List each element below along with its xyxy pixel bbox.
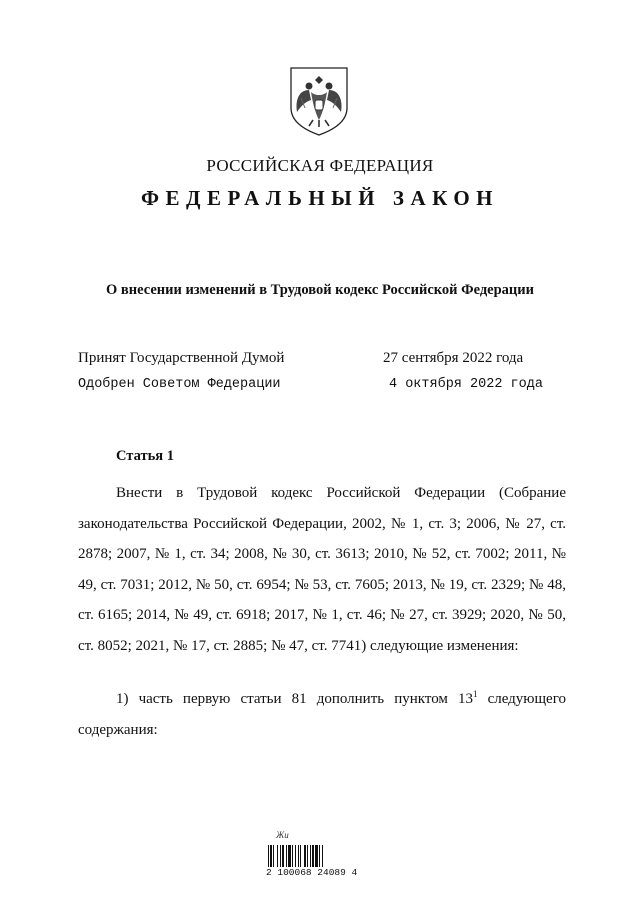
- signature-mark: Жи: [276, 830, 289, 840]
- law-type-title: ФЕДЕРАЛЬНЫЙ ЗАКОН: [141, 186, 499, 210]
- council-label: Одобрен Советом Федерации: [78, 377, 281, 392]
- country-name: РОССИЙСКАЯ ФЕДЕРАЦИЯ: [206, 156, 434, 175]
- article-heading: Статья 1: [116, 448, 174, 464]
- item-superscript: 1: [472, 689, 478, 699]
- article-item-1: [78, 684, 566, 745]
- document-barcode-block: [262, 828, 358, 878]
- article-paragraph: Внести в Трудовой кодекс Российской Федерации (Собрание законодательства Российской Федерации, 2002, № 1, ст. 3; 2006, № 27, ст. 2878; 2007, № 1, ст. 34; 2008, № 30, ст. 3613; 2010, № 52, ст. 7002; 2011, № 49, ст. 7031; 2012, № 50, ст. 6954; № 53, ст. 7605; 2013, № 19, ст. 2329; № 48, ст. 6165; 2014, № 49, ст. 6918; 2017, № 1, ст. 46; № 27, ст. 3929; 2020, № 50, ст. 8052; 2021, № 17, ст. 2885; № 47, ст. 7741) следующие изменения:: [78, 485, 566, 654]
- item-text-end: следующего содержания:: [78, 691, 566, 738]
- law-subject: О внесении изменений в Трудовой кодекс Российской Федерации: [106, 282, 534, 298]
- duma-date: 27 сентября 2022 года: [383, 350, 524, 366]
- item-text-start: 1) часть первую статьи 81 дополнить пунктом 13: [116, 691, 473, 707]
- council-date: 4 октября 2022 года: [389, 377, 543, 392]
- duma-label: Принят Государственной Думой: [78, 350, 285, 366]
- russian-coat-of-arms-icon: [287, 64, 351, 138]
- barcode-icon: [268, 845, 342, 867]
- barcode-number: 2 100068 24089 4: [266, 867, 358, 878]
